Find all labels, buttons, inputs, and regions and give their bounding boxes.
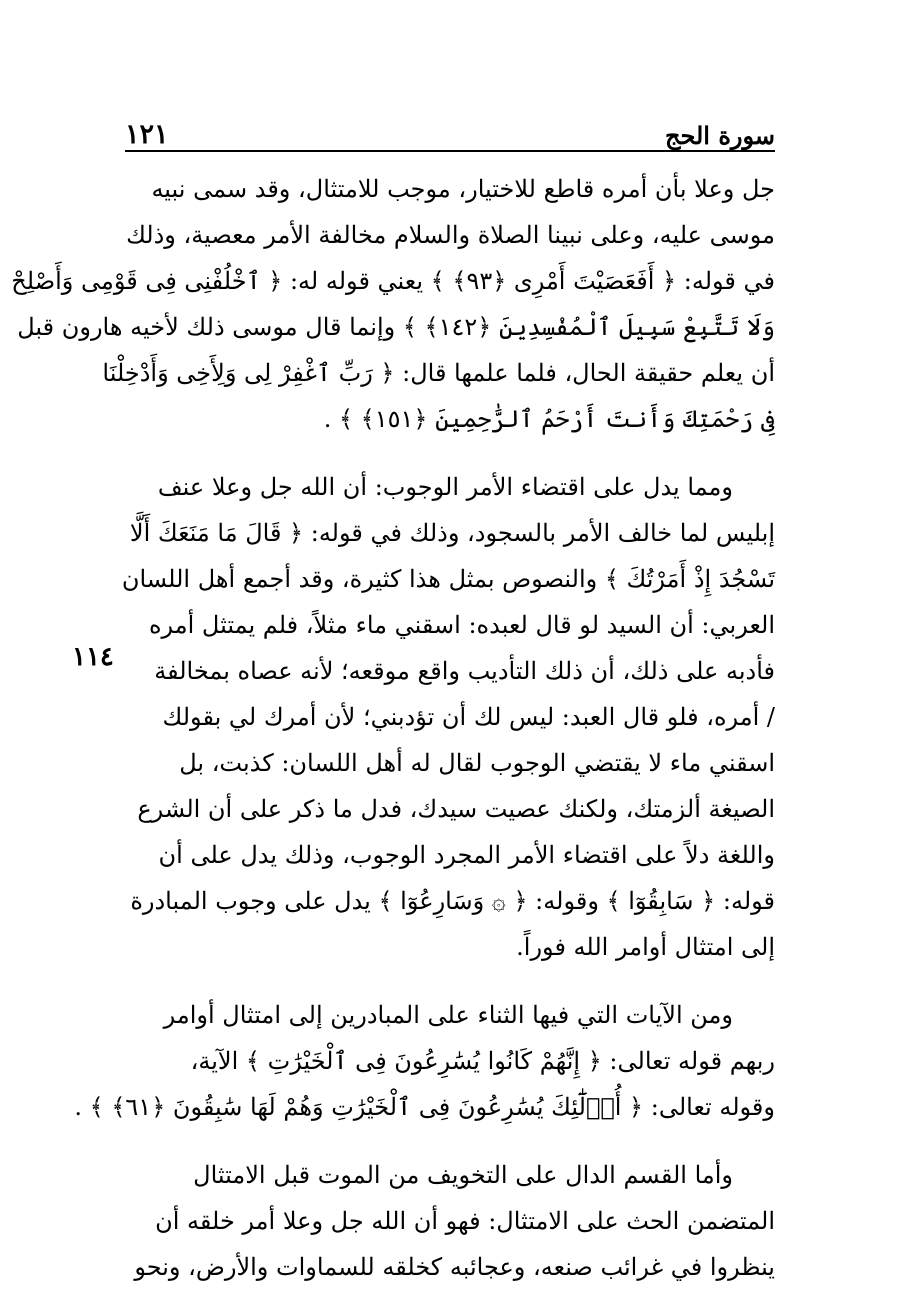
- text-line: قوله: ﴿ سَابِقُوٓا ﴾ وقوله: ﴿ ۞ وَسَارِعُوٓا ﴾ يدل على وجوب المبادرة: [130, 887, 775, 915]
- text-line: المتضمن الحث على الامتثال: فهو أن الله جل وعلا أمر خلقه أن: [155, 1207, 775, 1235]
- text-line: تَسْجُدَ إِذْ أَمَرْتُكَ ﴾ والنصوص بمثل هذا كثيرة، وقد أجمع أهل اللسان: [121, 565, 775, 593]
- text-line: في قوله: ﴿ أَفَعَصَيْتَ أَمْرِى ﴿٩٣﴾ ﴾ يعني قوله له: ﴿ ٱخْلُفْنِى فِى قَوْمِى وَأَصْلِحْ: [11, 267, 775, 295]
- page-number: ١٢١: [125, 119, 169, 150]
- text-line: إبليس لما خالف الأمر بالسجود، وذلك في قوله: ﴿ قَالَ مَا مَنَعَكَ أَلَّا: [129, 519, 775, 547]
- margin-page-reference: ١١٤: [72, 642, 114, 672]
- text-line: واللغة دلاً على اقتضاء الأمر المجرد الوجوب، وذلك يدل على أن: [158, 841, 775, 869]
- paragraph-start-line: وأما القسم الدال على التخويف من الموت قبل الامتثال: [193, 1161, 733, 1189]
- text-line: فأدبه على ذلك، أن ذلك التأديب واقع موقعه؛ لأنه عصاه بمخالفة: [154, 657, 775, 685]
- text-line: موسى عليه، وعلى نبينا الصلاة والسلام مخالفة الأمر معصية، وذلك: [126, 221, 775, 249]
- text-line: الصيغة ألزمتك، ولكنك عصيت سيدك، فدل ما ذكر على أن الشرع: [137, 795, 775, 823]
- page-header: [125, 108, 775, 150]
- text-line: ربهم قوله تعالى: ﴿ إِنَّهُمْ كَانُوا يُسَٰرِعُونَ فِى ٱلْخَيْرَٰتِ ﴾ الآية،: [190, 1047, 775, 1075]
- text-line: اسقني ماء لا يقتضي الوجوب لقال له أهل اللسان: كذبت، بل: [179, 749, 775, 777]
- surah-title: سورة الحج: [665, 121, 775, 150]
- text-line: فِى رَحْمَتِكَ وَأَنتَ أَرْحَمُ ٱلرَّٰحِمِينَ ﴿١٥١﴾ ﴾ .: [323, 405, 775, 433]
- paragraph-start-line: ومما يدل على اقتضاء الأمر الوجوب: أن الله جل وعلا عنف: [157, 473, 733, 501]
- text-line: أن يعلم حقيقة الحال، فلما علمها قال: ﴿ رَبِّ ٱغْفِرْ لِى وَلِأَخِى وَأَدْخِلْنَا: [102, 359, 775, 387]
- text-line: / أمره، فلو قال العبد: ليس لك أن تؤدبني؛ لأن أمرك لي بقولك: [162, 703, 775, 731]
- text-line: وقوله تعالى: ﴿ أُو۟لَٰٓئِكَ يُسَٰرِعُونَ فِى ٱلْخَيْرَٰتِ وَهُمْ لَهَا سَٰبِقُونَ ﴿٦١﴾ ﴾ .: [74, 1093, 775, 1121]
- text-line: وَلَا تَتَّبِعْ سَبِيلَ ٱلْمُفْسِدِينَ ﴿١٤٢﴾ ﴾ وإنما قال موسى ذلك لأخيه هارون قبل: [17, 313, 775, 341]
- text-line: جل وعلا بأن أمره قاطع للاختيار، موجب للامتثال، وقد سمى نبيه: [151, 175, 775, 203]
- text-line: العربي: أن السيد لو قال لعبده: اسقني ماء مثلاً، فلم يمتثل أمره: [148, 611, 775, 639]
- text-line: إلى امتثال أوامر الله فوراً.: [516, 933, 775, 961]
- text-line: ينظروا في غرائب صنعه، وعجائبه كخلقه للسماوات والأرض، ونحو: [134, 1253, 775, 1281]
- header-rule: [125, 150, 775, 152]
- paragraph-start-line: ومن الآيات التي فيها الثناء على المبادرين إلى امتثال أوامر: [163, 1001, 733, 1029]
